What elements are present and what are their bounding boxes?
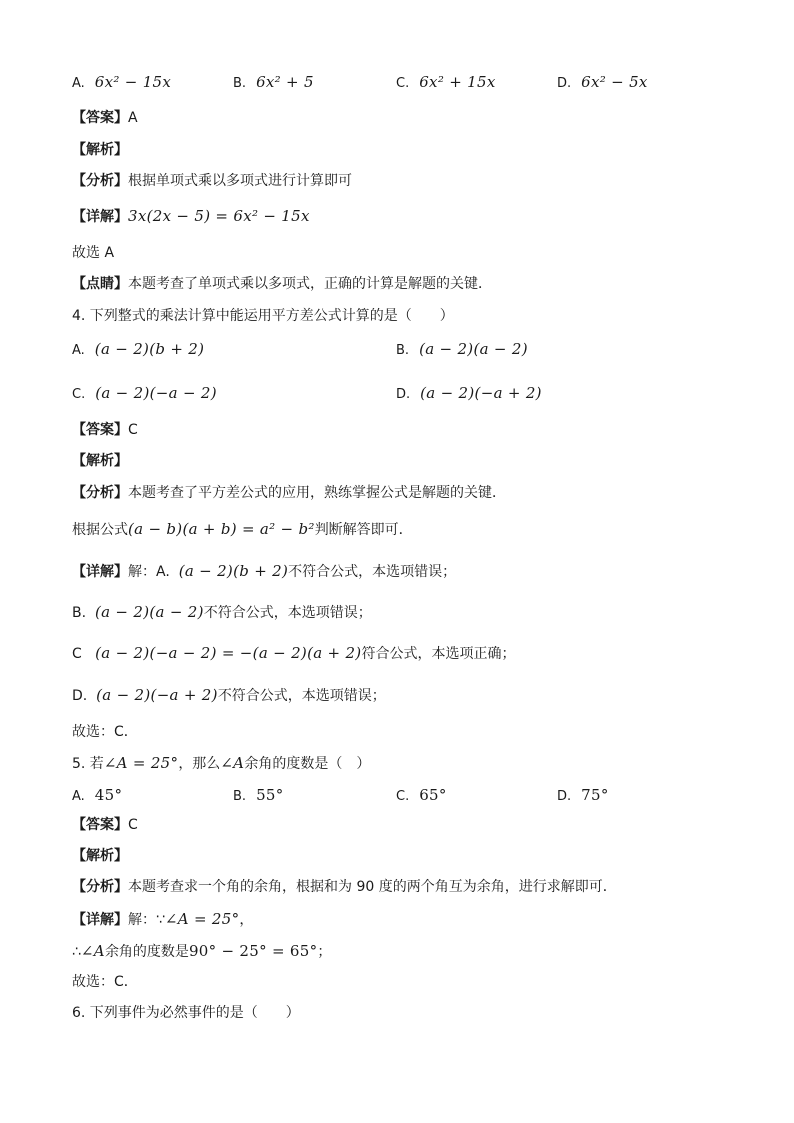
option-expr: (a − 2)(−a + 2): [420, 384, 542, 402]
stem-post: 余角的度数是（ ）: [244, 756, 371, 772]
stem-mid: ，那么: [178, 756, 221, 772]
q5-detail: [72, 910, 253, 929]
detail-pre: 解：A.: [128, 564, 170, 580]
option-letter: C.: [396, 789, 410, 804]
q4-analysis-heading: [72, 452, 128, 470]
q3-detail: [72, 207, 310, 226]
q5-stem: [72, 754, 370, 773]
therefore-expr: 90° − 25° = 65°: [188, 942, 318, 960]
option-letter: D.: [396, 387, 411, 402]
detail-letter: B.: [72, 605, 87, 621]
option-expr: 45°: [94, 786, 123, 804]
q6-stem: [72, 1004, 300, 1022]
therefore-mid: 余角的度数是: [104, 944, 189, 960]
fenxi-tag: 【分析】: [72, 485, 128, 501]
detail-tag: 【详解】: [72, 912, 128, 928]
fenxi-tag: 【分析】: [72, 173, 128, 189]
choose-text: 故选：C．: [72, 974, 138, 990]
formula-pre: 根据公式: [72, 522, 128, 538]
stem-pre: 5. 若: [72, 756, 104, 772]
answer-tag: 【答案】: [72, 422, 128, 438]
choose-text: 故选 A: [72, 245, 115, 261]
detail-expr: (a − 2)(b + 2): [178, 562, 289, 580]
q5-therefore: [72, 942, 331, 961]
q5-analysis-heading: [72, 847, 128, 865]
option-letter: C.: [72, 387, 86, 402]
q4-stem: [72, 307, 454, 325]
q4-formula-line: [72, 520, 413, 539]
fenxi-text: 本题考查了平方差公式的应用，熟练掌握公式是解题的关键．: [128, 485, 506, 501]
formula-post: 判断解答即可．: [314, 522, 413, 538]
stem-expr: ∠A: [220, 754, 245, 772]
option-letter: D.: [557, 76, 572, 91]
detail-text: 不符合公式，本选项错误；: [203, 605, 372, 621]
detail-expr: (a − 2)(−a − 2) = −(a − 2)(a + 2): [95, 644, 362, 662]
q4-option-d: [396, 384, 542, 404]
fenxi-tag: 【分析】: [72, 879, 128, 895]
option-letter: B.: [233, 789, 247, 804]
formula-expr: (a − b)(a + b) = a² − b²: [128, 520, 315, 538]
q4-answer: [72, 421, 138, 439]
option-letter: C.: [396, 76, 410, 91]
q3-fenxi: [72, 172, 352, 190]
option-letter: B.: [233, 76, 247, 91]
option-expr: 75°: [581, 786, 609, 804]
option-expr: (a − 2)(b + 2): [94, 340, 205, 358]
therefore-expr: ∠A: [80, 942, 105, 960]
option-expr: 6x² − 5x: [581, 73, 648, 91]
option-letter: A.: [72, 789, 85, 804]
detail-pre: 解：∵: [128, 912, 165, 928]
option-letter: A.: [72, 76, 85, 91]
detail-tag: 【详解】: [72, 564, 128, 580]
q3-option-c: [396, 73, 496, 93]
q4-choose: [72, 723, 138, 741]
q5-option-d: [557, 786, 609, 806]
option-expr: 65°: [419, 786, 447, 804]
comment-tag: 【点睛】: [72, 276, 128, 292]
q3-answer: [72, 109, 138, 127]
q4-fenxi: [72, 484, 506, 502]
q4-option-a: [72, 340, 204, 360]
detail-post: ，: [239, 912, 254, 928]
q5-fenxi: [72, 878, 617, 896]
q5-choose: [72, 973, 138, 991]
answer-value: C: [128, 817, 138, 833]
question-stem: 4. 下列整式的乘法计算中能运用平方差公式计算的是（ ）: [72, 308, 454, 324]
q3-option-a: [72, 73, 171, 93]
option-expr: (a − 2)(−a − 2): [95, 384, 217, 402]
q5-option-a: [72, 786, 122, 806]
option-letter: B.: [396, 343, 410, 358]
q4-option-c: [72, 384, 217, 404]
fenxi-text: 根据单项式乘以多项式进行计算即可: [128, 173, 352, 189]
detail-expr: ∠A = 25°: [164, 910, 240, 928]
analysis-tag: 【解析】: [72, 848, 128, 864]
option-expr: 55°: [256, 786, 284, 804]
q4-detail-d: [72, 686, 386, 705]
q4-detail-a: [72, 562, 456, 581]
therefore-post: ；: [317, 944, 332, 960]
detail-letter: D.: [72, 688, 88, 704]
option-letter: A.: [72, 343, 85, 358]
q3-analysis-heading: [72, 141, 128, 159]
detail-expr: (a − 2)(a − 2): [94, 603, 204, 621]
therefore-pre: ∴: [72, 944, 81, 960]
q4-detail-b: [72, 603, 372, 622]
choose-text: 故选：C．: [72, 724, 138, 740]
detail-text: 不符合公式，本选项错误；: [288, 564, 457, 580]
q4-detail-c: [72, 644, 515, 663]
detail-expr: (a − 2)(−a + 2): [96, 686, 218, 704]
analysis-tag: 【解析】: [72, 453, 128, 469]
comment-text: 本题考查了单项式乘以多项式，正确的计算是解题的关键．: [128, 276, 492, 292]
q3-comment: [72, 275, 492, 293]
q5-option-c: [396, 786, 447, 806]
option-expr: (a − 2)(a − 2): [419, 340, 528, 358]
detail-expr: 3x(2x − 5) = 6x² − 15x: [128, 207, 310, 225]
stem-expr: ∠A = 25°: [103, 754, 179, 772]
q5-answer: [72, 816, 138, 834]
detail-tag: 【详解】: [72, 209, 128, 225]
analysis-tag: 【解析】: [72, 142, 128, 158]
q3-choose: [72, 244, 114, 262]
option-expr: 6x² + 5: [256, 73, 314, 91]
fenxi-text: 本题考查求一个角的余角，根据和为 90 度的两个角互为余角，进行求解即可．: [128, 879, 617, 895]
answer-tag: 【答案】: [72, 110, 128, 126]
answer-value: C: [128, 422, 138, 438]
answer-value: A: [128, 110, 138, 126]
q3-option-b: [233, 73, 314, 93]
q5-option-b: [233, 786, 284, 806]
answer-tag: 【答案】: [72, 817, 128, 833]
option-letter: D.: [557, 789, 572, 804]
q3-option-d: [557, 73, 648, 93]
detail-letter: C: [72, 646, 82, 662]
option-expr: 6x² + 15x: [419, 73, 496, 91]
question-stem: 6. 下列事件为必然事件的是（ ）: [72, 1005, 300, 1021]
option-expr: 6x² − 15x: [94, 73, 172, 91]
q4-option-b: [396, 340, 528, 360]
detail-text: 符合公式，本选项正确；: [361, 646, 516, 662]
detail-text: 不符合公式，本选项错误；: [217, 688, 386, 704]
